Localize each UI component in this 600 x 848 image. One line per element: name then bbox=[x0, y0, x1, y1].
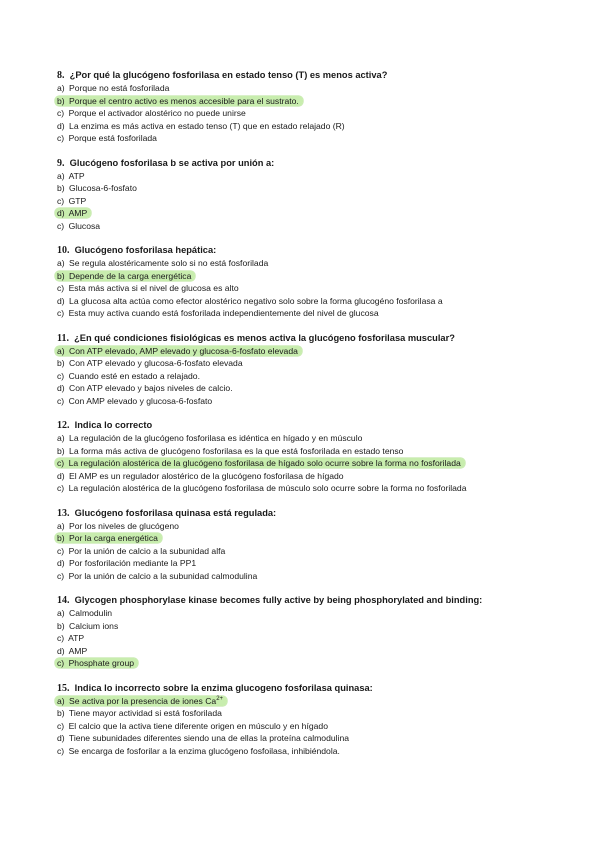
option-content bbox=[57, 633, 84, 643]
answer-option bbox=[57, 745, 577, 758]
answer-option bbox=[57, 370, 577, 383]
question-number: 15. bbox=[57, 682, 70, 694]
answer-option bbox=[57, 395, 577, 408]
answer-option bbox=[57, 445, 577, 458]
option-content bbox=[57, 221, 100, 231]
answer-option bbox=[57, 707, 577, 720]
question-text: Glucógeno fosforilasa b se activa por unión a: bbox=[69, 157, 275, 168]
option-text: Por la unión de calcio a la subunidad alfa bbox=[68, 545, 226, 556]
answer-option bbox=[57, 482, 577, 495]
question-number: 8. bbox=[57, 70, 65, 81]
option-content bbox=[57, 371, 200, 381]
option-text: Por los niveles de glucógeno bbox=[69, 520, 179, 531]
option-letter: c) bbox=[57, 108, 65, 118]
option-content bbox=[57, 183, 137, 193]
answer-option bbox=[57, 732, 577, 745]
option-text: Cuando esté en estado a relajado. bbox=[68, 370, 200, 381]
option-text: La regulación alostérica de la glucógeno fosforilasa de músculo solo ocurre sobre la forma no fosforilada bbox=[68, 483, 467, 493]
option-content bbox=[55, 658, 138, 668]
option-content bbox=[57, 133, 157, 143]
option-letter: b) bbox=[57, 533, 65, 543]
option-letter: a) bbox=[57, 520, 65, 531]
answer-option-highlighted bbox=[57, 95, 577, 108]
option-letter: d) bbox=[57, 470, 65, 481]
option-content bbox=[57, 571, 257, 581]
question-number: 12. bbox=[57, 420, 70, 431]
answer-option bbox=[57, 220, 577, 233]
question-text: ¿Por qué la glucógeno fosforilasa en estado tenso (T) es menos activa? bbox=[69, 70, 388, 80]
answer-option bbox=[57, 257, 577, 270]
question-text: Indica lo incorrecto sobre la enzima glucogeno fosforilasa quinasa: bbox=[74, 682, 373, 693]
answer-option bbox=[57, 295, 577, 308]
option-content bbox=[55, 533, 162, 543]
option-text: Glucosa-6-fosfato bbox=[69, 183, 137, 193]
option-letter: d) bbox=[57, 558, 65, 568]
option-letter: a) bbox=[57, 258, 65, 268]
option-content bbox=[57, 446, 403, 456]
answer-option bbox=[57, 195, 577, 208]
option-content bbox=[57, 383, 233, 393]
option-content bbox=[57, 433, 362, 443]
question-title bbox=[57, 507, 577, 520]
answer-option bbox=[57, 132, 577, 145]
answer-option-highlighted bbox=[57, 457, 577, 470]
option-text: ATP bbox=[68, 633, 85, 643]
answer-option bbox=[57, 557, 577, 570]
option-letter: c) bbox=[57, 458, 65, 468]
option-content bbox=[57, 546, 225, 556]
option-text: Con AMP elevado y glucosa-6-fosfato bbox=[68, 395, 213, 406]
option-content bbox=[57, 283, 239, 293]
option-letter: c) bbox=[57, 283, 65, 293]
option-letter: c) bbox=[57, 745, 65, 756]
option-text: La enzima es más activa en estado tenso (T) que en estado relajado (R) bbox=[69, 120, 345, 131]
option-text: Calmodulin bbox=[69, 608, 113, 618]
option-letter: c) bbox=[57, 545, 65, 556]
option-content bbox=[57, 296, 443, 306]
option-content bbox=[57, 471, 344, 481]
option-letter: b) bbox=[57, 183, 65, 193]
option-content bbox=[57, 358, 243, 368]
answer-option bbox=[57, 632, 577, 645]
question-title bbox=[57, 682, 577, 695]
option-letter: a) bbox=[57, 433, 65, 443]
option-content bbox=[57, 721, 328, 731]
answer-option-highlighted bbox=[57, 657, 577, 670]
question-3 bbox=[57, 244, 577, 320]
answer-option bbox=[57, 570, 577, 583]
question-5 bbox=[57, 419, 577, 495]
option-text: La regulación de la glucógeno fosforilasa es idéntica en hígado y en músculo bbox=[69, 433, 363, 443]
option-letter: c) bbox=[57, 483, 65, 493]
option-letter: b) bbox=[57, 620, 65, 631]
option-content bbox=[57, 121, 345, 131]
answer-option bbox=[57, 545, 577, 558]
option-letter: c) bbox=[57, 195, 65, 206]
option-letter: b) bbox=[57, 708, 65, 718]
option-content bbox=[57, 308, 379, 318]
question-1 bbox=[57, 69, 577, 145]
option-letter: b) bbox=[57, 95, 65, 106]
answer-option bbox=[57, 182, 577, 195]
answer-option bbox=[57, 82, 577, 95]
option-text: La glucosa alta actúa como efector alostérico negativo solo sobre la forma glucogéno fosforilasa a bbox=[69, 295, 443, 306]
answer-option-highlighted bbox=[57, 207, 577, 220]
option-letter: b) bbox=[57, 358, 65, 368]
answer-option-highlighted bbox=[57, 695, 577, 708]
option-text: Por la carga energética bbox=[69, 533, 158, 543]
question-number: 11. bbox=[57, 332, 69, 344]
option-text: Por la unión de calcio a la subunidad calmodulina bbox=[68, 570, 258, 581]
question-title bbox=[57, 594, 577, 607]
option-content bbox=[57, 171, 85, 181]
answer-option bbox=[57, 620, 577, 633]
option-text: El calcio que la activa tiene diferente origen en músculo y en hígado bbox=[68, 720, 328, 731]
answer-option bbox=[57, 645, 577, 658]
question-title bbox=[57, 244, 577, 257]
option-content bbox=[57, 83, 169, 93]
option-text: Se activa por la presencia de iones Ca bbox=[69, 695, 217, 706]
option-letter: c) bbox=[57, 308, 65, 318]
option-text: Porque está fosforilada bbox=[68, 133, 157, 143]
option-text: Porque el centro activo es menos accesible para el sustrato. bbox=[69, 95, 299, 106]
option-text: El AMP es un regulador alostérico de la glucógeno fosforilasa de hígado bbox=[69, 470, 344, 481]
option-content bbox=[55, 271, 195, 281]
option-letter: a) bbox=[57, 170, 65, 181]
option-letter: c) bbox=[57, 658, 65, 668]
option-letter: d) bbox=[57, 733, 65, 743]
question-title bbox=[57, 332, 577, 345]
question-6 bbox=[57, 507, 577, 583]
option-text: Se regula alostéricamente solo si no está fosforilada bbox=[69, 258, 269, 268]
option-text: Depende de la carga energética bbox=[69, 270, 192, 281]
option-text: Tiene subunidades diferentes siendo una de ellas la proteína calmodulina bbox=[68, 733, 350, 743]
option-text: Con ATP elevado y glucosa-6-fosfato elevada bbox=[69, 358, 243, 368]
answer-option bbox=[57, 307, 577, 320]
question-number: 14. bbox=[57, 595, 70, 606]
option-text: La regulación alostérica de la glucógeno fosforilasa de hígado solo ocurre sobre la forma no fosforilada bbox=[68, 458, 461, 468]
question-text: ¿En qué condiciones fisiológicas es menos activa la glucógeno fosforilasa muscular? bbox=[74, 332, 455, 343]
option-letter: d) bbox=[57, 645, 65, 656]
question-4 bbox=[57, 332, 577, 408]
question-text: Glycogen phosphorylase kinase becomes fully active by being phosphorylated and binding: bbox=[74, 595, 483, 605]
answer-option bbox=[57, 120, 577, 133]
question-title bbox=[57, 69, 577, 82]
option-text: Porque el activador alostérico no puede unirse bbox=[68, 108, 246, 118]
option-text: Con ATP elevado, AMP elevado y glucosa-6-fosfato elevada bbox=[69, 345, 298, 356]
option-text: Con ATP elevado y bajos niveles de calcio. bbox=[69, 383, 233, 393]
option-content bbox=[57, 708, 222, 718]
option-text: Glucosa bbox=[68, 220, 101, 231]
option-text: AMP bbox=[68, 208, 88, 218]
option-text: ATP bbox=[68, 170, 85, 181]
option-content bbox=[57, 521, 179, 531]
question-title bbox=[57, 419, 577, 432]
option-content bbox=[55, 208, 91, 218]
option-letter: d) bbox=[57, 383, 65, 393]
answer-option bbox=[57, 357, 577, 370]
option-superscript: 2+ bbox=[216, 695, 224, 702]
option-letter: c) bbox=[57, 395, 65, 406]
answer-option bbox=[57, 470, 577, 483]
option-letter: b) bbox=[57, 270, 65, 281]
option-content bbox=[57, 646, 87, 656]
option-text: Calcium ions bbox=[69, 620, 119, 631]
question-number: 10. bbox=[57, 245, 70, 256]
question-7 bbox=[57, 594, 577, 670]
option-text: Esta muy activa cuando está fosforilada independientemente del nivel de glucosa bbox=[68, 308, 379, 318]
option-text: Porque no está fosforilada bbox=[69, 83, 170, 93]
option-letter: c) bbox=[57, 220, 65, 231]
option-content bbox=[57, 558, 196, 568]
answer-option bbox=[57, 607, 577, 620]
option-letter: a) bbox=[57, 608, 65, 618]
question-2 bbox=[57, 157, 577, 233]
option-content bbox=[57, 608, 112, 618]
option-content bbox=[57, 733, 349, 743]
option-text: AMP bbox=[68, 645, 88, 656]
option-letter: c) bbox=[57, 370, 65, 381]
question-text: Glucógeno fosforilasa hepática: bbox=[74, 245, 217, 255]
option-letter: a) bbox=[57, 345, 65, 356]
answer-option bbox=[57, 170, 577, 183]
option-content bbox=[57, 746, 340, 756]
option-letter: d) bbox=[57, 208, 65, 218]
option-letter: d) bbox=[57, 295, 65, 306]
option-text: Por fosforilación mediante la PP1 bbox=[69, 558, 197, 568]
option-content bbox=[57, 396, 212, 406]
option-content bbox=[57, 196, 86, 206]
answer-option bbox=[57, 432, 577, 445]
question-text: Glucógeno fosforilasa quinasa está regulada: bbox=[74, 507, 277, 518]
question-title bbox=[57, 157, 577, 170]
answer-option bbox=[57, 520, 577, 533]
answer-option-highlighted bbox=[57, 532, 577, 545]
question-list bbox=[57, 69, 577, 769]
option-letter: d) bbox=[57, 120, 65, 131]
question-8 bbox=[57, 682, 577, 758]
option-content bbox=[57, 483, 467, 493]
option-letter: c) bbox=[57, 133, 65, 143]
option-content bbox=[57, 108, 246, 118]
answer-option bbox=[57, 107, 577, 120]
answer-option-highlighted bbox=[57, 345, 577, 358]
option-letter: c) bbox=[57, 633, 65, 643]
option-text: Se encarga de fosforilar a la enzima glucógeno fosfoilasa, inhibiéndola. bbox=[68, 745, 340, 756]
option-content bbox=[57, 258, 268, 268]
question-number: 9. bbox=[57, 157, 65, 169]
option-text: Esta más activa si el nivel de glucosa es alto bbox=[68, 283, 239, 293]
option-text: La forma más activa de glucógeno fosforilasa es la que está fosforilada en estado tenso bbox=[69, 445, 404, 456]
option-content bbox=[55, 346, 302, 356]
option-content bbox=[55, 458, 465, 468]
answer-option bbox=[57, 382, 577, 395]
option-content bbox=[55, 96, 303, 106]
option-text: Phosphate group bbox=[68, 658, 135, 668]
answer-option bbox=[57, 282, 577, 295]
option-text: GTP bbox=[68, 195, 87, 206]
option-letter: b) bbox=[57, 445, 65, 456]
option-content bbox=[55, 696, 227, 706]
option-letter: a) bbox=[57, 695, 65, 706]
question-text: Indica lo correcto bbox=[74, 420, 153, 430]
answer-option bbox=[57, 720, 577, 733]
option-letter: c) bbox=[57, 720, 65, 731]
option-text: Tiene mayor actividad si está fosforilada bbox=[68, 708, 222, 718]
option-letter: a) bbox=[57, 83, 65, 93]
option-letter: c) bbox=[57, 570, 65, 581]
question-number: 13. bbox=[57, 507, 70, 519]
answer-option-highlighted bbox=[57, 270, 577, 283]
option-content bbox=[57, 621, 118, 631]
